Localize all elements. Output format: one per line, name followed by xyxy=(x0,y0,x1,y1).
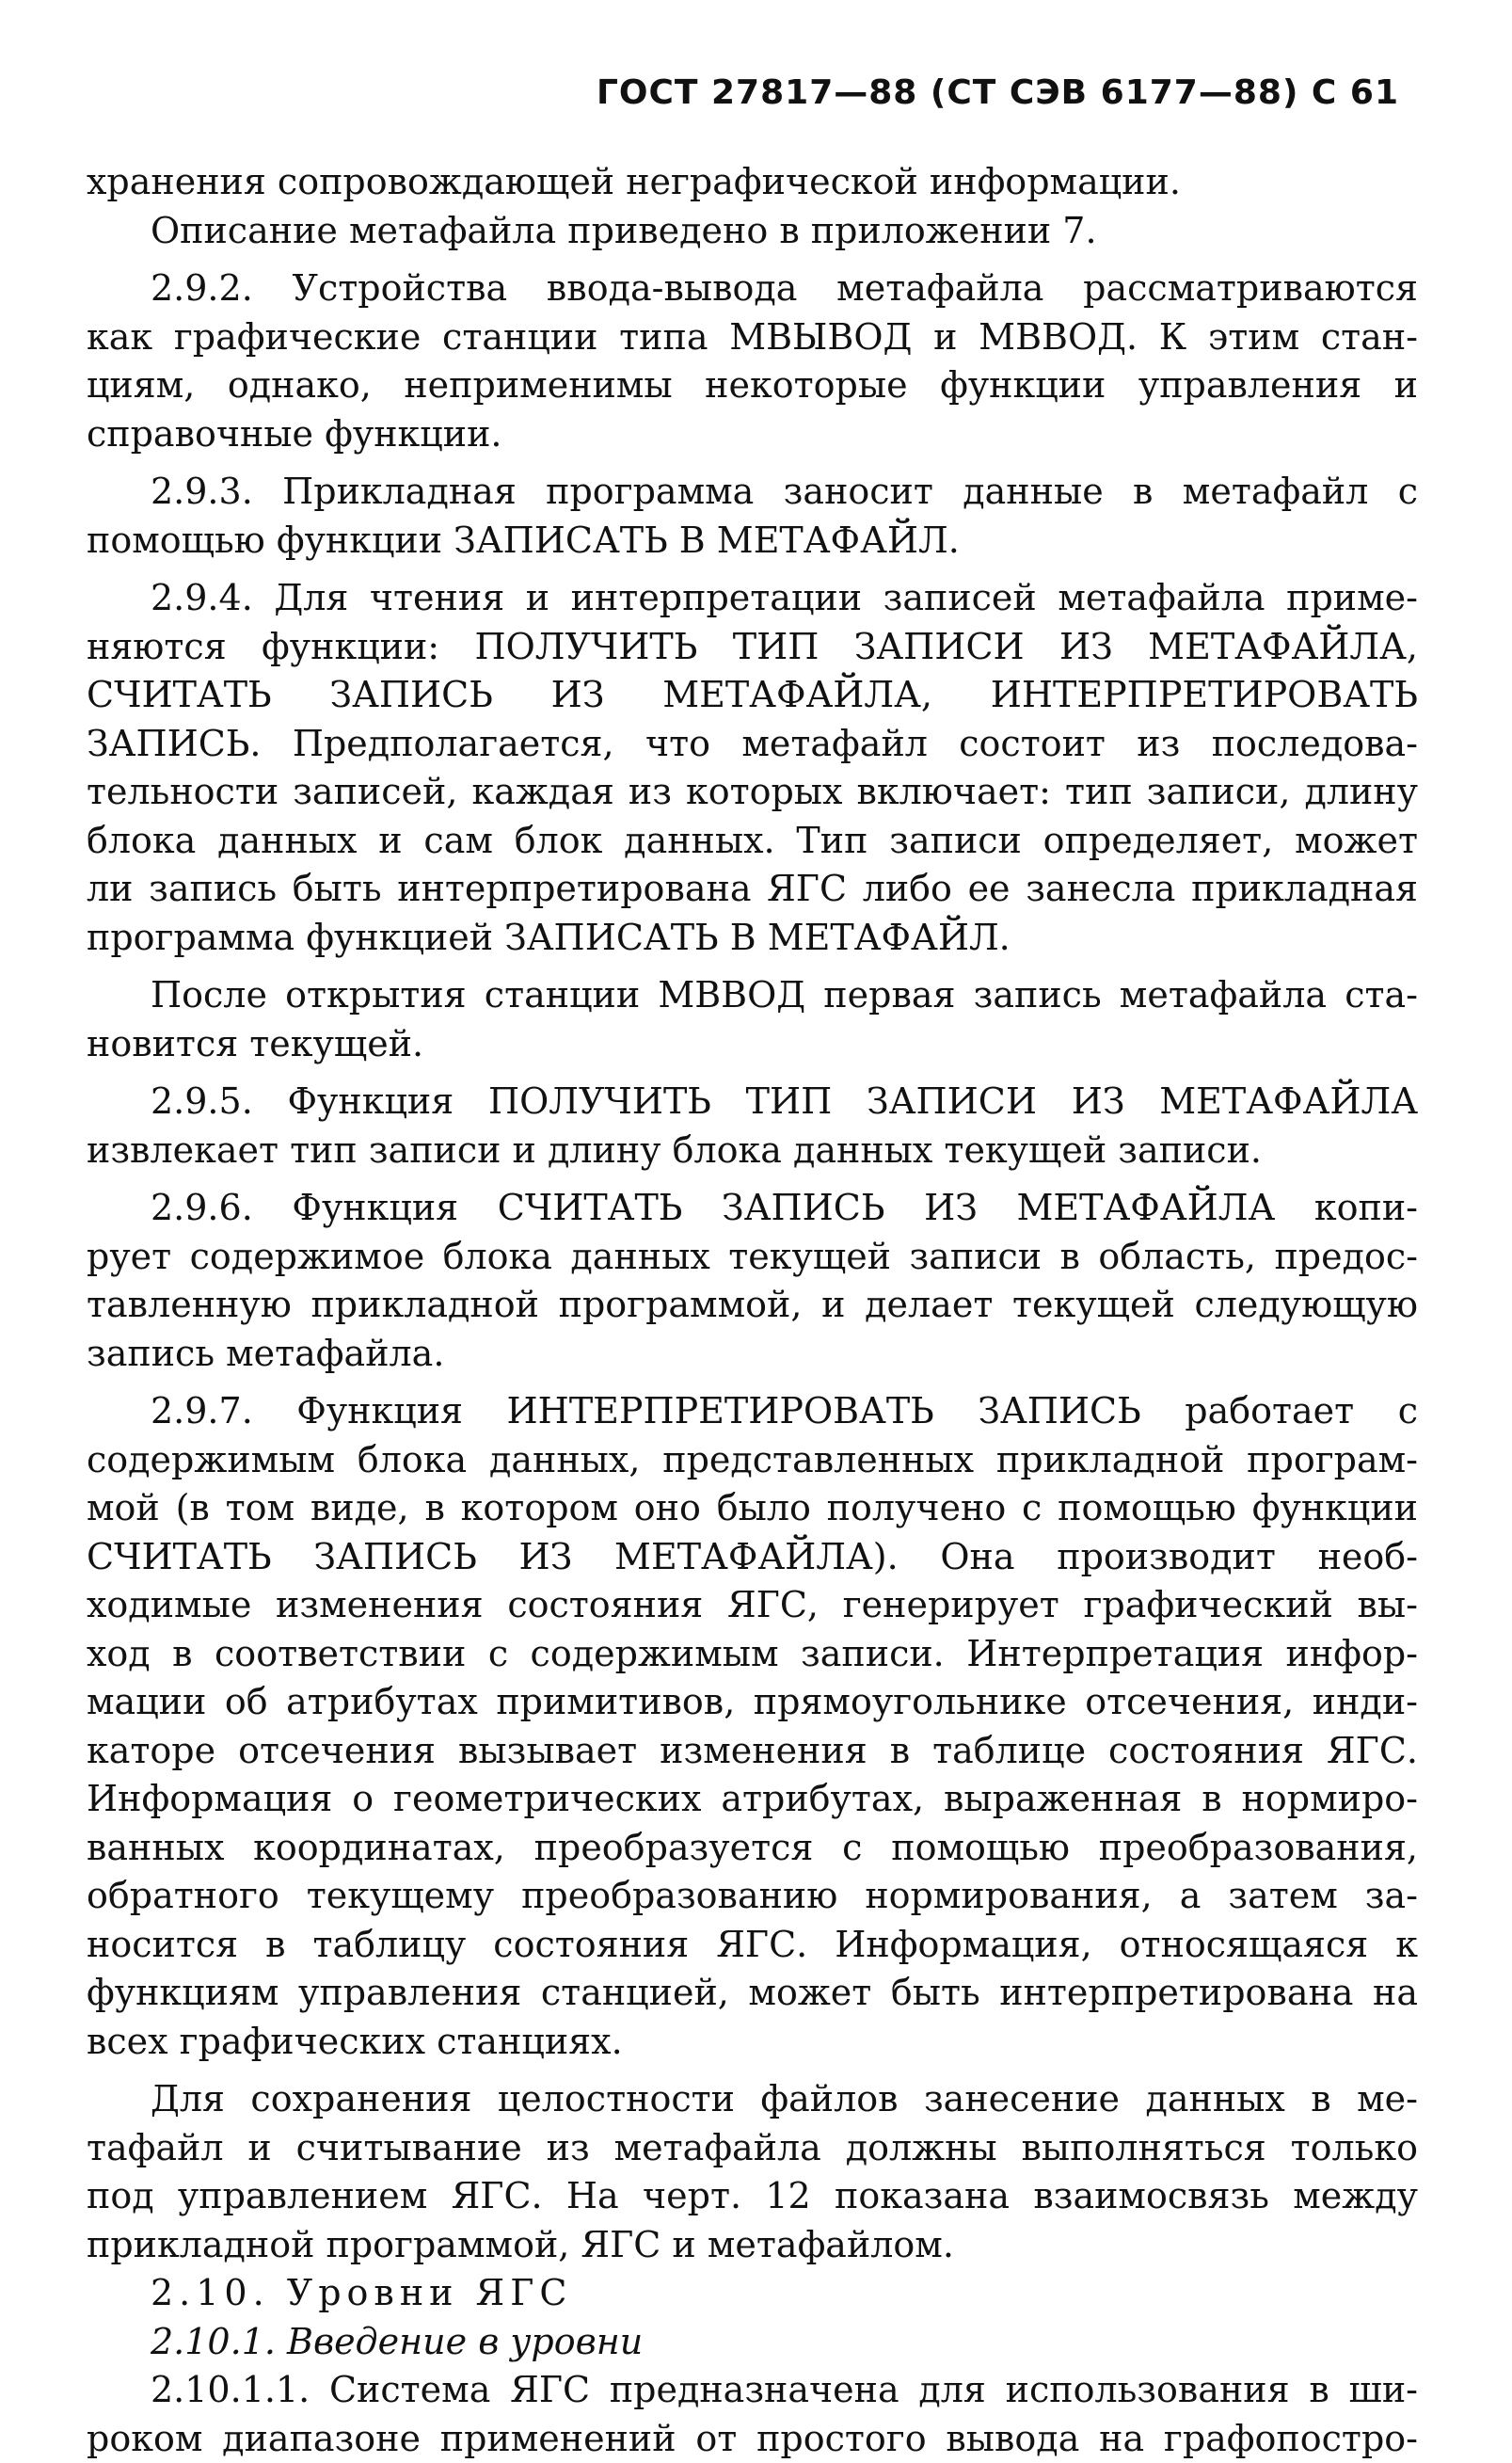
text-line: 2.9.6. Функция СЧИТАТЬ ЗАПИСЬ ИЗ МЕТАФАЙЛА копи- xyxy=(87,1184,1418,1233)
text-line: носится в таблицу состояния ЯГС. Информация, относящаяся к xyxy=(87,1921,1418,1970)
text-line: 2.9.7. Функция ИНТЕРПРЕТИРОВАТЬ ЗАПИСЬ работает с xyxy=(87,1387,1418,1436)
text-line: мой (в том виде, в котором оно было получено с помощью функции xyxy=(87,1484,1418,1533)
text-line: ванных координатах, преобразуется с помощью преобразования, xyxy=(87,1824,1418,1873)
text-line: новится текущей. xyxy=(87,1020,1418,1069)
subsection-heading: 2.10.1. Введение в уровни xyxy=(87,2318,1418,2367)
text-line: справочные функции. xyxy=(87,410,1418,459)
text-line: 2.9.4. Для чтения и интерпретации записей метафайла приме- xyxy=(87,574,1418,623)
text-line: Для сохранения целостности файлов занесение данных в ме- xyxy=(87,2075,1418,2124)
text-line: няются функции: ПОЛУЧИТЬ ТИП ЗАПИСИ ИЗ МЕТАФАЙЛА, xyxy=(87,623,1418,672)
text-line: циям, однако, неприменимы некоторые функции управления и xyxy=(87,361,1418,410)
text-line: тельности записей, каждая из которых включает: тип записи, длину xyxy=(87,768,1418,817)
text-line: как графические станции типа МВЫВОД и МВВОД. К этим стан- xyxy=(87,313,1418,362)
text-line: 2.10.1.1. Система ЯГС предназначена для использования в ши- xyxy=(87,2366,1418,2415)
text-line: 2.9.5. Функция ПОЛУЧИТЬ ТИП ЗАПИСИ ИЗ МЕТАФАЙЛА xyxy=(87,1078,1418,1127)
text-line: роком диапазоне применений от простого вывода на графопостро- xyxy=(87,2415,1418,2463)
text-line: После открытия станции МВВОД первая запись метафайла ста- xyxy=(87,971,1418,1020)
text-line: Информация о геометрических атрибутах, выраженная в нормиро- xyxy=(87,1775,1418,1824)
running-header: ГОСТ 27817—88 (СТ СЭВ 6177—88) С 61 xyxy=(597,73,1399,112)
text-line: под управлением ЯГС. На черт. 12 показана взаимосвязь между xyxy=(87,2172,1418,2221)
text-line: обратного текущему преобразованию нормирования, а затем за- xyxy=(87,1872,1418,1921)
text-line: ли запись быть интерпретирована ЯГС либо ее занесла прикладная xyxy=(87,865,1418,914)
body-text xyxy=(87,158,1418,2463)
text-line: прикладной программой, ЯГС и метафайлом. xyxy=(87,2221,1418,2270)
text-line: СЧИТАТЬ ЗАПИСЬ ИЗ МЕТАФАЙЛА, ИНТЕРПРЕТИРОВАТЬ xyxy=(87,671,1418,720)
text-line: блока данных и сам блок данных. Тип записи определяет, может xyxy=(87,817,1418,866)
text-line: тавленную прикладной программой, и делает текущей следующую xyxy=(87,1281,1418,1330)
text-line: Описание метафайла приведено в приложении 7. xyxy=(87,207,1418,256)
text-line: тафайл и считывание из метафайла должны выполняться только xyxy=(87,2124,1418,2173)
text-line: мации об атрибутах примитивов, прямоугольнике отсечения, инди- xyxy=(87,1678,1418,1727)
text-line: 2.9.3. Прикладная программа заносит данные в метафайл с xyxy=(87,468,1418,517)
text-line: рует содержимое блока данных текущей записи в область, предос- xyxy=(87,1233,1418,1282)
text-line: каторе отсечения вызывает изменения в таблице состояния ЯГС. xyxy=(87,1727,1418,1776)
text-line: содержимым блока данных, представленных прикладной програм- xyxy=(87,1436,1418,1485)
text-line: 2.9.2. Устройства ввода-вывода метафайла рассматриваются xyxy=(87,264,1418,313)
section-heading: 2.10. Уровни ЯГС xyxy=(87,2269,1418,2318)
text-line: хранения сопровождающей неграфической информации. xyxy=(87,158,1418,207)
text-line: извлекает тип записи и длину блока данных текущей записи. xyxy=(87,1127,1418,1176)
text-line: ходимые изменения состояния ЯГС, генерирует графический вы- xyxy=(87,1581,1418,1630)
text-line: программа функцией ЗАПИСАТЬ В МЕТАФАЙЛ. xyxy=(87,914,1418,963)
text-line: ЗАПИСЬ. Предполагается, что метафайл состоит из последова- xyxy=(87,720,1418,769)
text-line: запись метафайла. xyxy=(87,1330,1418,1379)
text-line: СЧИТАТЬ ЗАПИСЬ ИЗ МЕТАФАЙЛА). Она производит необ- xyxy=(87,1533,1418,1582)
text-line: функциям управления станцией, может быть интерпретирована на xyxy=(87,1969,1418,2018)
text-line: помощью функции ЗАПИСАТЬ В МЕТАФАЙЛ. xyxy=(87,517,1418,566)
text-line: ход в соответствии с содержимым записи. Интерпретация инфор- xyxy=(87,1630,1418,1679)
text-line: всех графических станциях. xyxy=(87,2018,1418,2067)
